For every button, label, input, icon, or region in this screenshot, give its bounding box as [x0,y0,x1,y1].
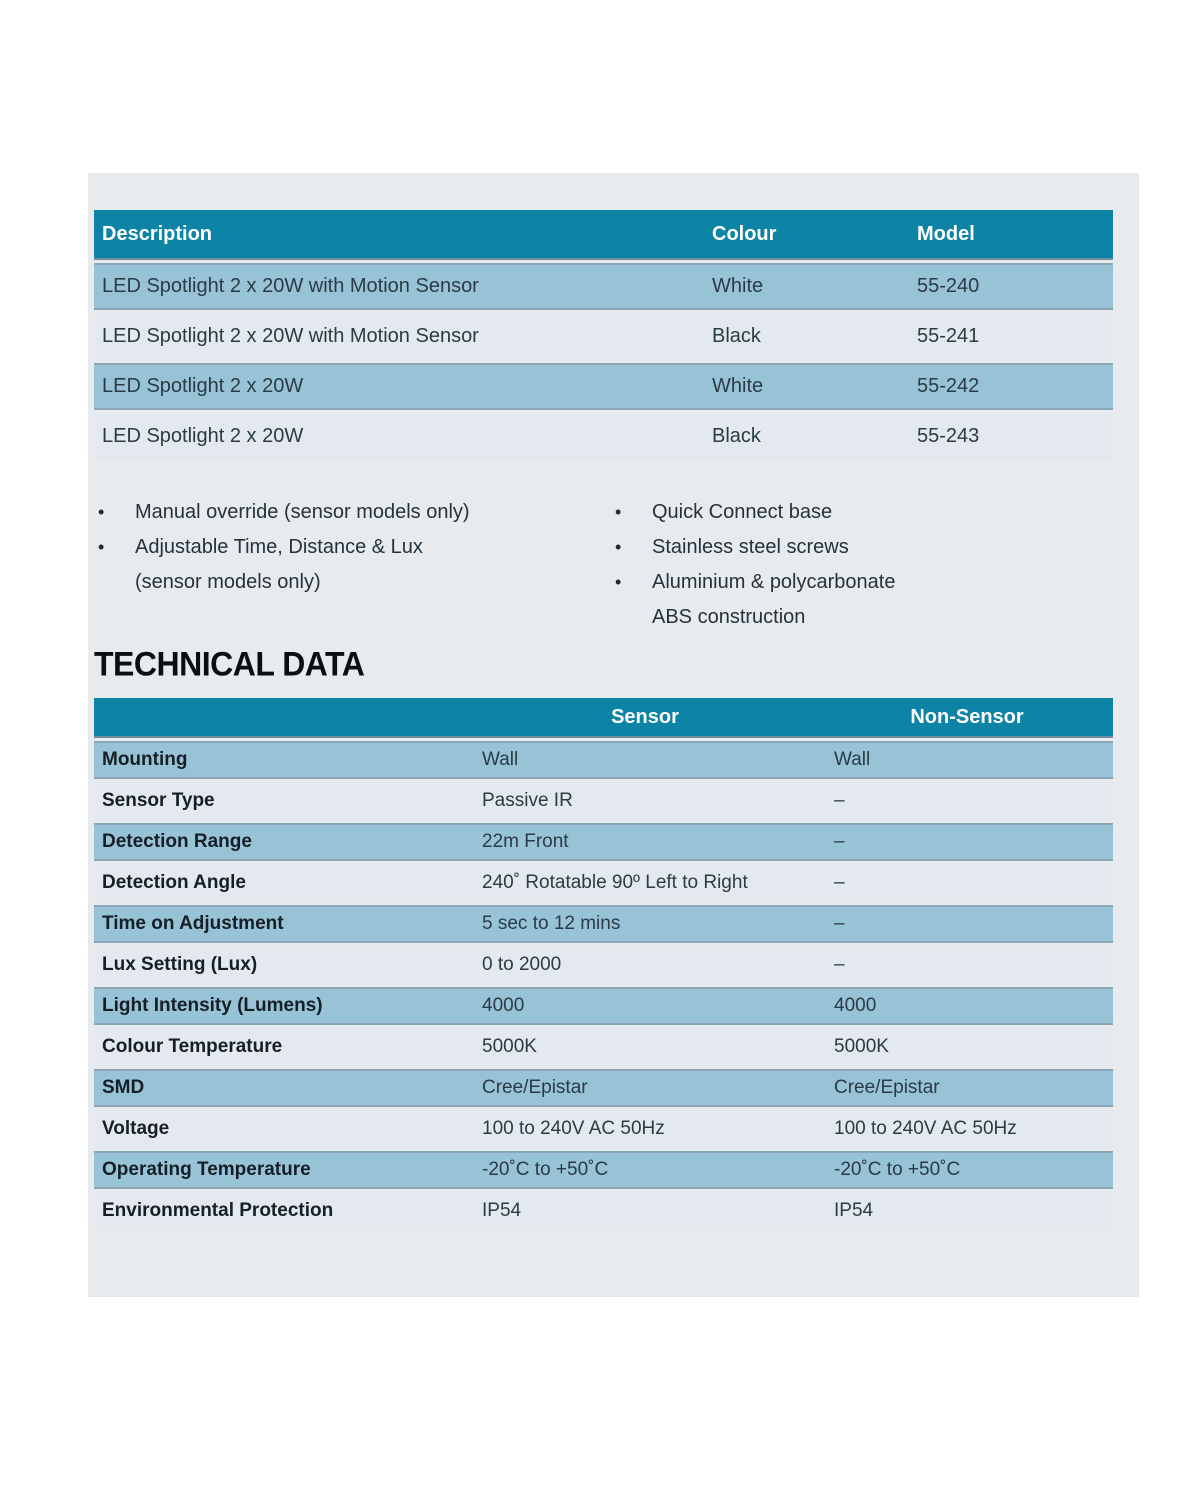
table-row [94,1069,1113,1107]
product-description: LED Spotlight 2 x 20W [102,425,304,447]
spec-sensor-value: 22m Front [482,831,569,852]
spec-sensor-value: IP54 [482,1200,522,1221]
product-colour: Black [712,325,761,347]
column-header-sensor: Sensor [611,705,679,728]
spec-label: Environmental Protection [102,1200,334,1221]
spec-label: Detection Angle [102,872,246,893]
product-model: 55-243 [917,425,980,447]
spec-non-sensor-value: – [834,872,845,893]
spec-sensor-value: Passive IR [482,790,573,811]
feature-text: Aluminium & polycarbonate [652,571,896,593]
spec-sensor-value: 5000K [482,1036,537,1057]
column-header-model: Model [917,222,975,245]
spec-sensor-value: 100 to 240V AC 50Hz [482,1118,665,1139]
spec-non-sensor-value: – [834,954,845,975]
spec-label: Operating Temperature [102,1159,311,1180]
feature-text: Adjustable Time, Distance & Lux [135,536,423,558]
column-header-non-sensor: Non-Sensor [910,705,1024,728]
spec-non-sensor-value: 4000 [834,995,877,1016]
spec-sensor-value: Wall [482,749,519,770]
list-item [615,565,1085,600]
spec-label: SMD [102,1077,145,1098]
spec-sensor-value: 5 sec to 12 mins [482,913,621,934]
product-colour: Black [712,425,761,447]
list-item [98,495,578,530]
spec-non-sensor-value: 5000K [834,1036,889,1057]
bullet-icon: • [98,537,105,557]
products-table [94,210,1113,460]
table-row [94,987,1113,1025]
list-item [615,495,1085,530]
spec-label: Colour Temperature [102,1036,283,1057]
spec-sensor-value: Cree/Epistar [482,1077,588,1098]
spec-non-sensor-value: Cree/Epistar [834,1077,940,1098]
spec-label: Sensor Type [102,790,215,811]
list-item [98,530,578,565]
feature-list-left [98,495,578,600]
feature-text: Stainless steel screws [652,536,849,558]
bullet-icon: • [615,502,622,522]
spec-non-sensor-value: Wall [834,749,871,770]
spec-label: Mounting [102,749,188,770]
section-title-technical-data: TECHNICAL DATA [94,645,365,684]
spec-non-sensor-value: -20˚C to +50˚C [834,1159,961,1180]
table-row [94,1028,1113,1066]
list-item-continuation [615,600,1085,635]
spec-label: Time on Adjustment [102,913,284,934]
table-row [94,741,1113,779]
table-row [94,864,1113,902]
table-row [94,782,1113,820]
spec-label: Voltage [102,1118,170,1139]
product-description: LED Spotlight 2 x 20W [102,375,304,397]
bullet-icon: • [615,537,622,557]
feature-text: Quick Connect base [652,501,833,523]
column-header-colour: Colour [712,222,777,245]
content-panel [88,173,1139,1297]
product-colour: White [712,275,764,297]
feature-text: (sensor models only) [135,571,321,593]
spec-label: Lux Setting (Lux) [102,954,258,975]
table-row [94,1151,1113,1189]
feature-list-right [615,495,1085,635]
product-colour: White [712,375,764,397]
spec-non-sensor-value: – [834,913,845,934]
table-row [94,1192,1113,1230]
spec-non-sensor-value: – [834,790,845,811]
table-row [94,263,1113,310]
bullet-icon: • [615,572,622,592]
table-row [94,905,1113,943]
feature-text: ABS construction [652,606,806,628]
list-item [615,530,1085,565]
product-model: 55-242 [917,375,980,397]
spec-sensor-value: -20˚C to +50˚C [482,1159,609,1180]
table-row [94,313,1113,360]
table-row [94,823,1113,861]
product-description: LED Spotlight 2 x 20W with Motion Sensor [102,275,479,297]
table-row [94,363,1113,410]
product-model: 55-240 [917,275,980,297]
spec-sensor-value: 4000 [482,995,525,1016]
feature-text: Manual override (sensor models only) [135,501,470,523]
table-row [94,1110,1113,1148]
bullet-icon: • [98,502,105,522]
list-item-continuation [98,565,578,600]
technical-table-header [94,698,1113,738]
products-table-header [94,210,1113,260]
column-header-description: Description [102,222,213,245]
spec-sensor-value: 0 to 2000 [482,954,562,975]
spec-non-sensor-value: IP54 [834,1200,874,1221]
spec-label: Light Intensity (Lumens) [102,995,323,1016]
table-row [94,413,1113,460]
table-row [94,946,1113,984]
spec-sensor-value: 240˚ Rotatable 90º Left to Right [482,872,748,893]
spec-non-sensor-value: – [834,831,845,852]
technical-data-table [94,698,1113,1230]
spec-non-sensor-value: 100 to 240V AC 50Hz [834,1118,1017,1139]
product-description: LED Spotlight 2 x 20W with Motion Sensor [102,325,479,347]
spec-label: Detection Range [102,831,252,852]
product-model: 55-241 [917,325,980,347]
